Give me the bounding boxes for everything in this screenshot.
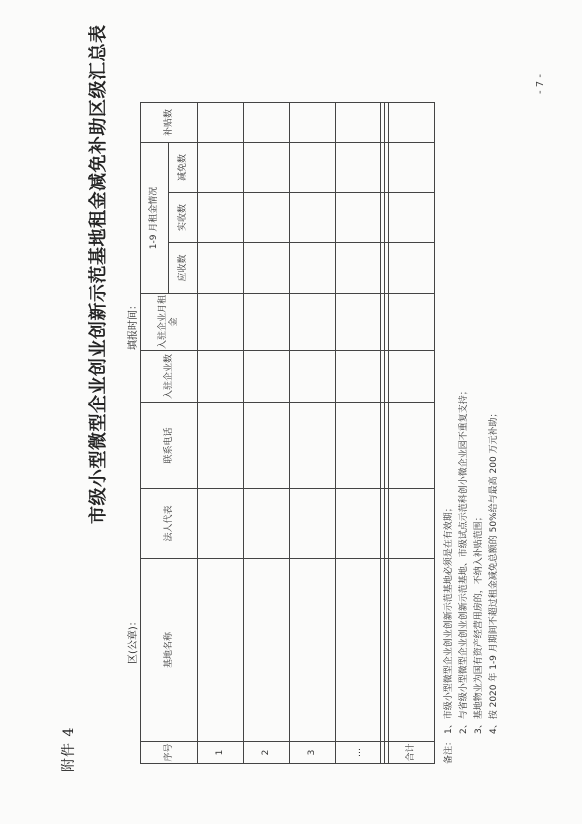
- received-cell[interactable]: [289, 193, 335, 243]
- table-row: [335, 103, 381, 764]
- header-reduction: 减免数: [169, 143, 198, 193]
- monthly-rent-cell[interactable]: [289, 294, 335, 351]
- notes-block: [442, 386, 502, 764]
- base-name-cell[interactable]: [243, 559, 289, 742]
- subsidy-cell[interactable]: [198, 103, 244, 143]
- header-phone: 联系电话: [141, 403, 198, 489]
- note-line: [442, 386, 457, 764]
- reduction-cell[interactable]: [243, 143, 289, 193]
- received-cell[interactable]: [335, 193, 381, 243]
- table-row: [198, 103, 244, 764]
- legal-rep-cell[interactable]: [389, 489, 435, 559]
- row-seq-cell-total: 合计: [389, 742, 435, 764]
- subsidy-cell[interactable]: [335, 103, 381, 143]
- note-item: 2、与省级小型微型企业创业创新示范基地、市级试点示范科创小微企业园不重复支持；: [459, 386, 469, 734]
- header-base-name: 基地名称: [141, 559, 198, 742]
- attachment-label: 附件 4: [61, 726, 77, 772]
- phone-cell[interactable]: [389, 403, 435, 489]
- header-monthly-rent: 入驻企业月租金: [141, 294, 198, 351]
- receivable-cell[interactable]: [389, 243, 435, 294]
- subsidy-cell[interactable]: [243, 103, 289, 143]
- row-seq-cell: 3: [289, 742, 335, 764]
- note-item: 3、基地物业为国有资产经营用房的，不纳入补贴范围；: [474, 512, 484, 734]
- reduction-cell[interactable]: [198, 143, 244, 193]
- subsidy-cell[interactable]: [389, 103, 435, 143]
- receivable-cell[interactable]: [198, 243, 244, 294]
- company-count-cell[interactable]: [198, 351, 244, 403]
- header-subsidy: 补贴数: [141, 103, 198, 143]
- phone-cell[interactable]: [335, 403, 381, 489]
- phone-cell[interactable]: [243, 403, 289, 489]
- company-count-cell[interactable]: [389, 351, 435, 403]
- receivable-cell[interactable]: [289, 243, 335, 294]
- row-seq-cell: 1: [198, 742, 244, 764]
- header-received: 实收数: [169, 193, 198, 243]
- header-company-count: 入驻企业数: [141, 351, 198, 403]
- header-receivable: 应收数: [169, 243, 198, 294]
- row-seq-cell: 2: [243, 742, 289, 764]
- reduction-cell[interactable]: [389, 143, 435, 193]
- phone-cell[interactable]: [198, 403, 244, 489]
- header-seq: 序号: [141, 742, 198, 764]
- legal-rep-cell[interactable]: [335, 489, 381, 559]
- page-title: 市级小型微型企业创业创新示范基地租金减免补助区级汇总表: [88, 24, 109, 524]
- page-number: - 7 -: [535, 74, 546, 94]
- base-name-cell[interactable]: [289, 559, 335, 742]
- base-name-cell[interactable]: [389, 559, 435, 742]
- row-seq-cell: …: [335, 742, 381, 764]
- district-seal-label: 区(公章)：: [128, 616, 139, 664]
- table-row-total: [389, 103, 435, 764]
- note-line: [457, 386, 472, 764]
- receivable-cell[interactable]: [335, 243, 381, 294]
- legal-rep-cell[interactable]: [289, 489, 335, 559]
- received-cell[interactable]: [389, 193, 435, 243]
- table-row: [243, 103, 289, 764]
- monthly-rent-cell[interactable]: [389, 294, 435, 351]
- monthly-rent-cell[interactable]: [335, 294, 381, 351]
- header-legal-rep: 法人代表: [141, 489, 198, 559]
- fill-time-label: 填报时间：: [128, 300, 139, 350]
- legal-rep-cell[interactable]: [243, 489, 289, 559]
- receivable-cell[interactable]: [243, 243, 289, 294]
- header-rent-group: 1-9 月租金情况: [141, 143, 169, 294]
- company-count-cell[interactable]: [289, 351, 335, 403]
- company-count-cell[interactable]: [335, 351, 381, 403]
- note-item: 1、市级小型微型企业创业创新示范基地必须是在有效期；: [444, 503, 454, 734]
- base-name-cell[interactable]: [335, 559, 381, 742]
- base-name-cell[interactable]: [198, 559, 244, 742]
- table-row: [289, 103, 335, 764]
- monthly-rent-cell[interactable]: [198, 294, 244, 351]
- note-line: [472, 386, 487, 764]
- phone-cell[interactable]: [289, 403, 335, 489]
- summary-table: [140, 102, 435, 764]
- received-cell[interactable]: [198, 193, 244, 243]
- monthly-rent-cell[interactable]: [243, 294, 289, 351]
- notes-label: 备注：: [444, 736, 454, 764]
- subsidy-cell[interactable]: [289, 103, 335, 143]
- reduction-cell[interactable]: [335, 143, 381, 193]
- legal-rep-cell[interactable]: [198, 489, 244, 559]
- received-cell[interactable]: [243, 193, 289, 243]
- note-item: 4、按 2020 年 1-9 月期间不超过租金减免总额的 50%给与最高 200 万元补助；: [489, 408, 499, 734]
- reduction-cell[interactable]: [289, 143, 335, 193]
- company-count-cell[interactable]: [243, 351, 289, 403]
- note-line: [487, 386, 502, 764]
